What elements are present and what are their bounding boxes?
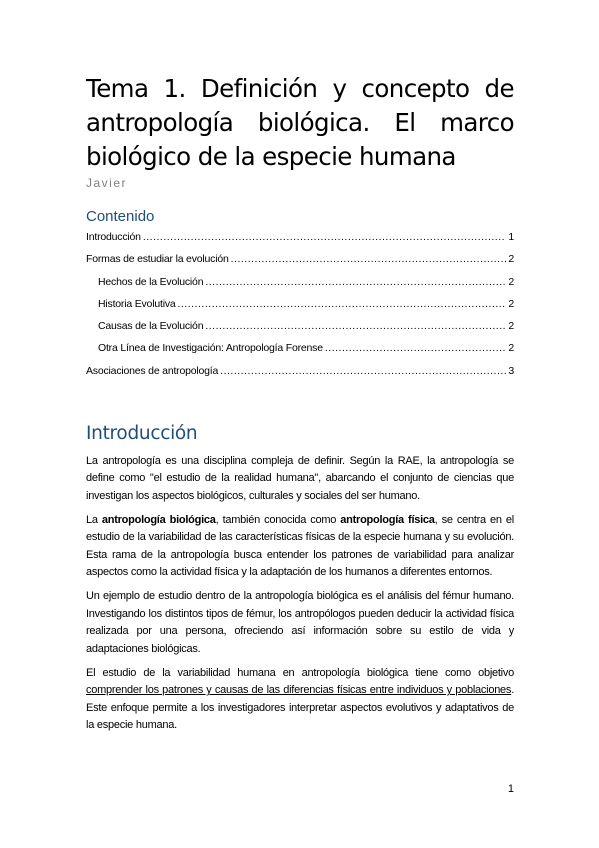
section-heading-introduccion: Introducción	[86, 422, 198, 444]
toc-entry-page: 3	[508, 364, 514, 377]
toc-entry-page: 2	[508, 253, 514, 266]
paragraph-3: Un ejemplo de estudio dentro de la antropología biológica es el análisis del fémur humano. Investigando los distintos tipos de fémur, los antropólogos pueden deducir la actividad física realizada por una persona, ofreciendo así información sobre su estilo de vida y adaptaciones biológicas.	[86, 590, 514, 655]
paragraph-2	[86, 512, 514, 582]
toc-entry-antropologia-forense[interactable]	[86, 342, 514, 354]
toc-leader-dots	[205, 276, 506, 288]
toc-leader-dots	[178, 298, 507, 310]
paragraph-4-text-b: . Este enfoque permite a los investigadores interpretar aspectos evolutivos y adaptativos de la especie humana.	[86, 684, 514, 732]
toc-entry-formas-de-estudiar[interactable]	[86, 253, 514, 265]
toc-leader-dots	[205, 320, 506, 332]
toc-entry-page: 2	[508, 320, 514, 333]
term-antropologia-fisica: antropología física	[340, 513, 435, 526]
toc-entry-page: 2	[508, 342, 514, 355]
term-antropologia-biologica: antropología biológica	[101, 513, 216, 526]
toc-entry-hechos[interactable]	[86, 276, 514, 288]
paragraph-1: La antropología es una disciplina compleja de definir. Según la RAE, la antropología se define como "el estudio de la realidad humana", abarcando el conjunto de ciencias que investigan los aspectos biológicos, culturales y sociales del ser humano.	[86, 454, 514, 502]
toc-entry-page: 2	[508, 297, 514, 310]
toc-entry-page: 1	[508, 231, 514, 243]
toc-entry-historia[interactable]	[86, 298, 514, 310]
document-author: Javier	[86, 176, 128, 190]
toc-entry-asociaciones[interactable]	[86, 365, 514, 377]
page-number: 1	[507, 783, 514, 795]
toc-entry-causas[interactable]	[86, 320, 514, 332]
paragraph-2-text-a: La	[86, 513, 102, 526]
table-of-contents	[86, 231, 514, 377]
toc-entry-text: Introducción	[86, 231, 141, 243]
paragraph-4-text-a: El estudio de la variabilidad humana en antropología biológica tiene como objetivo	[86, 666, 514, 679]
toc-entry-text: Causas de la Evolución	[98, 320, 204, 333]
toc-leader-dots	[325, 342, 507, 354]
toc-entry-text: Hechos de la Evolución	[98, 275, 204, 288]
toc-leader-dots	[220, 365, 506, 377]
toc-heading: Contenido	[86, 208, 155, 225]
paragraph-2-text-d: , se centra en el estudio de la variabilidad de las características físicas de la especie humana y su evolución. Esta rama de la antropología busca entender los patrones de variabilidad para analizar aspectos como la actividad física y la adaptación de los humanos a diferentes entornos.	[86, 513, 514, 579]
toc-leader-dots	[143, 231, 507, 243]
toc-entry-text: Formas de estudiar la evolución	[86, 253, 229, 266]
paragraph-4	[86, 665, 514, 735]
document-title: Tema 1. Definición y concepto de antropología biológica. El marco biológico de la especie humana	[86, 74, 514, 171]
toc-entry-text: Otra Línea de Investigación: Antropología Forense	[98, 342, 323, 355]
toc-entry-text: Asociaciones de antropología	[86, 364, 219, 377]
underlined-objective: comprender los patrones y causas de las diferencias físicas entre individuos y poblaciones	[86, 684, 512, 697]
toc-entry-introduccion[interactable]	[86, 231, 514, 243]
toc-leader-dots	[231, 253, 507, 265]
paragraph-2-text-c: , también conocida como	[215, 513, 341, 526]
toc-entry-page: 2	[508, 275, 514, 288]
toc-entry-text: Historia Evolutiva	[98, 297, 176, 310]
